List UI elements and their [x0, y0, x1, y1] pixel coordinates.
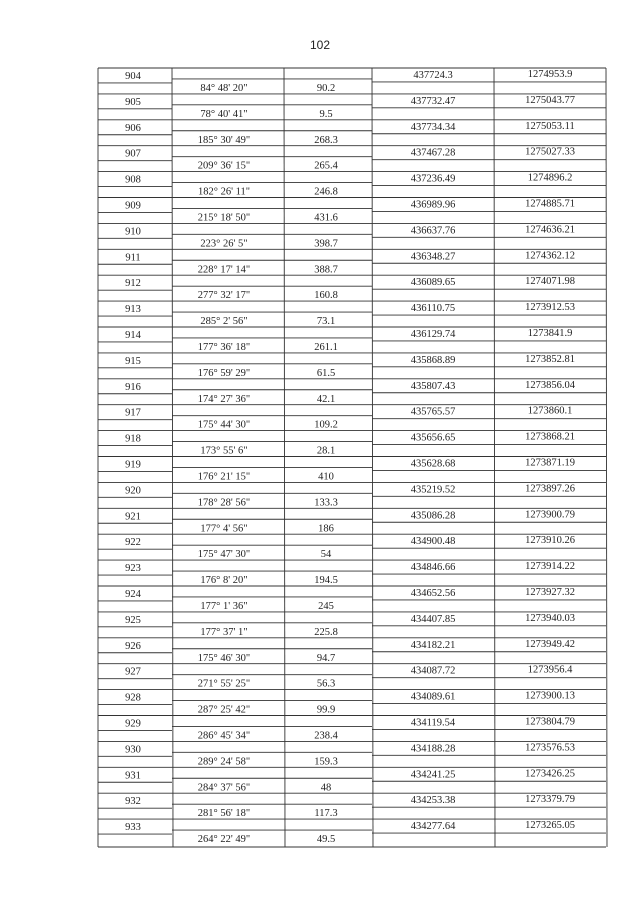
- coord-x: 436110.75: [410, 303, 456, 315]
- coord-x: 434188.28: [410, 743, 456, 755]
- coord-x: 436129.74: [410, 329, 456, 340]
- bearing: 281° 56' 18": [197, 808, 251, 820]
- bearing: 285° 2' 56": [200, 316, 248, 328]
- distance: 90.2: [316, 83, 336, 94]
- point-number: 929: [125, 718, 141, 730]
- column-border: [284, 68, 285, 847]
- bearing: 178° 28' 56": [197, 497, 251, 509]
- coord-x: 435628.68: [410, 458, 456, 470]
- coord-y: 1274362.12: [525, 250, 575, 262]
- distance: 94.7: [316, 652, 336, 664]
- point-number: 923: [125, 563, 141, 575]
- coord-x: 434900.48: [410, 536, 456, 548]
- distance: 99.9: [316, 704, 336, 716]
- point-number: 921: [125, 511, 141, 523]
- distance: 398.7: [314, 238, 338, 250]
- coord-x: 434846.66: [410, 562, 456, 574]
- distance: 73.1: [316, 316, 336, 328]
- coord-x: 435219.52: [410, 484, 456, 496]
- coord-y: 1274953.9: [527, 69, 573, 80]
- coord-y: 1273576.53: [525, 742, 575, 754]
- point-number: 911: [125, 252, 141, 264]
- distance: 61.5: [316, 367, 336, 379]
- column-border: [172, 68, 173, 847]
- distance: 431.6: [314, 212, 338, 224]
- coord-y: 1273426.25: [525, 768, 575, 780]
- distance: 186: [318, 523, 334, 535]
- page-number: 102: [309, 38, 331, 52]
- bearing: 271° 55' 25": [197, 678, 251, 690]
- bearing: 223° 26' 5": [200, 238, 248, 250]
- coord-y: 1273912.53: [525, 302, 575, 314]
- coord-x: 434087.72: [410, 665, 456, 677]
- bearing: 177° 4' 56": [200, 523, 248, 535]
- distance: 225.8: [314, 626, 338, 638]
- point-number: 933: [125, 822, 141, 834]
- distance: 265.4: [314, 160, 338, 172]
- coord-x: 437732.47: [410, 95, 456, 107]
- bearing: 174° 27' 36": [197, 393, 251, 405]
- coord-x: 437236.49: [410, 173, 456, 185]
- distance: 410: [318, 471, 334, 483]
- bearing: 277° 32' 17": [197, 290, 251, 302]
- coord-y: 1273900.79: [525, 509, 575, 521]
- coord-y: 1273852.81: [525, 353, 575, 365]
- distance: 48: [320, 782, 332, 794]
- point-number: 917: [125, 407, 141, 419]
- coord-y: 1273927.32: [525, 587, 575, 598]
- distance: 9.5: [319, 108, 333, 120]
- point-number: 918: [125, 433, 141, 445]
- distance: 56.3: [316, 678, 336, 690]
- coord-x: 434277.64: [410, 821, 456, 833]
- coord-y: 1275043.77: [525, 94, 575, 106]
- coord-y: 1273868.21: [525, 431, 575, 443]
- point-number: 928: [125, 692, 141, 704]
- bearing: 286° 45' 34": [197, 730, 251, 742]
- point-number: 925: [125, 614, 141, 626]
- coord-x: 434119.54: [410, 717, 456, 729]
- point-number: 927: [125, 666, 141, 678]
- distance: 246.8: [314, 186, 338, 198]
- bearing: 284° 37' 56": [197, 782, 251, 794]
- point-number: 906: [125, 122, 141, 134]
- coord-x: 435868.89: [410, 354, 456, 366]
- bearing: 264° 22' 49": [197, 834, 251, 846]
- point-number: 930: [125, 744, 141, 756]
- distance: 194.5: [314, 575, 338, 587]
- distance: 159.3: [314, 756, 338, 768]
- point-number: 914: [125, 330, 141, 341]
- point-number: 932: [125, 796, 141, 808]
- point-number: 909: [125, 200, 141, 212]
- bearing: 185° 30' 49": [197, 134, 251, 146]
- coord-x: 435086.28: [410, 510, 456, 522]
- coord-x: 437724.3: [413, 70, 453, 81]
- coord-y: 1275053.11: [525, 120, 575, 132]
- point-number: 910: [125, 226, 141, 238]
- coord-y: 1274885.71: [525, 198, 575, 210]
- coord-x: 436089.65: [410, 277, 456, 289]
- coord-y: 1274071.98: [525, 276, 575, 288]
- bearing: 173° 55' 6": [200, 445, 248, 457]
- bearing: 177° 37' 1": [200, 626, 248, 638]
- bearing: 177° 1' 36": [200, 601, 248, 612]
- bearing: 289° 24' 58": [197, 756, 251, 768]
- bearing: 176° 59' 29": [197, 367, 251, 379]
- bearing: 177° 36' 18": [197, 342, 251, 353]
- distance: 261.1: [314, 342, 338, 353]
- coord-x: 434089.61: [410, 691, 456, 703]
- point-number: 924: [125, 589, 141, 600]
- distance: 42.1: [316, 393, 336, 405]
- coord-y: 1273860.1: [527, 405, 573, 417]
- distance: 238.4: [314, 730, 338, 742]
- coord-x: 434407.85: [410, 613, 456, 625]
- coord-y: 1273956.4: [527, 664, 573, 676]
- bearing: 287° 25' 42": [197, 704, 251, 716]
- point-number: 920: [125, 485, 141, 497]
- coord-y: 1273804.79: [525, 716, 575, 728]
- point-number: 922: [125, 537, 141, 549]
- bearing: 209° 36' 15": [197, 160, 251, 172]
- coord-y: 1273897.26: [525, 483, 575, 495]
- coord-x: 436348.27: [410, 251, 456, 263]
- column-border: [372, 68, 373, 847]
- coord-x: 437734.34: [410, 121, 456, 133]
- coord-y: 1273841.9: [527, 328, 573, 339]
- bearing: 175° 47' 30": [197, 549, 251, 561]
- coord-y: 1273856.04: [525, 379, 575, 391]
- bearing: 176° 21' 15": [197, 471, 251, 483]
- coord-y: 1273949.42: [525, 638, 575, 650]
- point-number: 912: [125, 278, 141, 290]
- bearing: 215° 18' 50": [197, 212, 251, 224]
- bearing: 78° 40' 41": [200, 108, 248, 120]
- coord-y: 1273910.26: [525, 535, 575, 547]
- point-number: 931: [125, 770, 141, 782]
- point-number: 926: [125, 640, 141, 652]
- distance: 49.5: [316, 834, 336, 846]
- coord-y: 1273940.03: [525, 612, 575, 624]
- bearing: 175° 44' 30": [197, 419, 251, 431]
- coord-x: 435656.65: [410, 432, 456, 444]
- distance: 28.1: [316, 445, 336, 457]
- bearing: 176° 8' 20": [200, 575, 248, 587]
- coord-x: 434241.25: [410, 769, 456, 781]
- distance: 268.3: [314, 134, 338, 146]
- coord-x: 434652.56: [410, 588, 456, 599]
- distance: 54: [320, 549, 332, 561]
- point-number: 905: [125, 96, 141, 108]
- column-border: [494, 68, 495, 847]
- point-number: 907: [125, 148, 141, 160]
- bearing: 228° 17' 14": [197, 264, 251, 276]
- distance: 160.8: [314, 290, 338, 302]
- distance: 245: [318, 601, 334, 612]
- coord-y: 1273379.79: [525, 794, 575, 806]
- coord-x: 437467.28: [410, 147, 456, 159]
- point-number: 908: [125, 174, 141, 186]
- point-number: 919: [125, 459, 141, 471]
- point-number: 916: [125, 381, 141, 393]
- coord-x: 436989.96: [410, 199, 456, 211]
- point-number: 913: [125, 304, 141, 316]
- point-number: 904: [125, 71, 141, 82]
- distance: 388.7: [314, 264, 338, 276]
- coord-y: 1273914.22: [525, 561, 575, 573]
- coord-y: 1273900.13: [525, 690, 575, 702]
- coord-y: 1274636.21: [525, 224, 575, 236]
- distance: 109.2: [314, 419, 338, 431]
- coord-y: 1275027.33: [525, 146, 575, 158]
- column-border: [606, 68, 607, 847]
- bearing: 84° 48' 20": [200, 83, 248, 94]
- distance: 117.3: [314, 808, 338, 820]
- point-number: 915: [125, 355, 141, 367]
- coord-x: 436637.76: [410, 225, 456, 237]
- distance: 133.3: [314, 497, 338, 509]
- coord-x: 434253.38: [410, 795, 456, 807]
- bearing: 175° 46' 30": [197, 652, 251, 664]
- coord-x: 435807.43: [410, 380, 456, 392]
- coord-x: 434182.21: [410, 639, 456, 651]
- coord-y: 1274896.2: [527, 172, 573, 184]
- coord-y: 1273871.19: [525, 457, 575, 469]
- coord-y: 1273265.05: [525, 820, 575, 832]
- bearing: 182° 26' 11": [198, 186, 250, 198]
- coord-x: 435765.57: [410, 406, 456, 418]
